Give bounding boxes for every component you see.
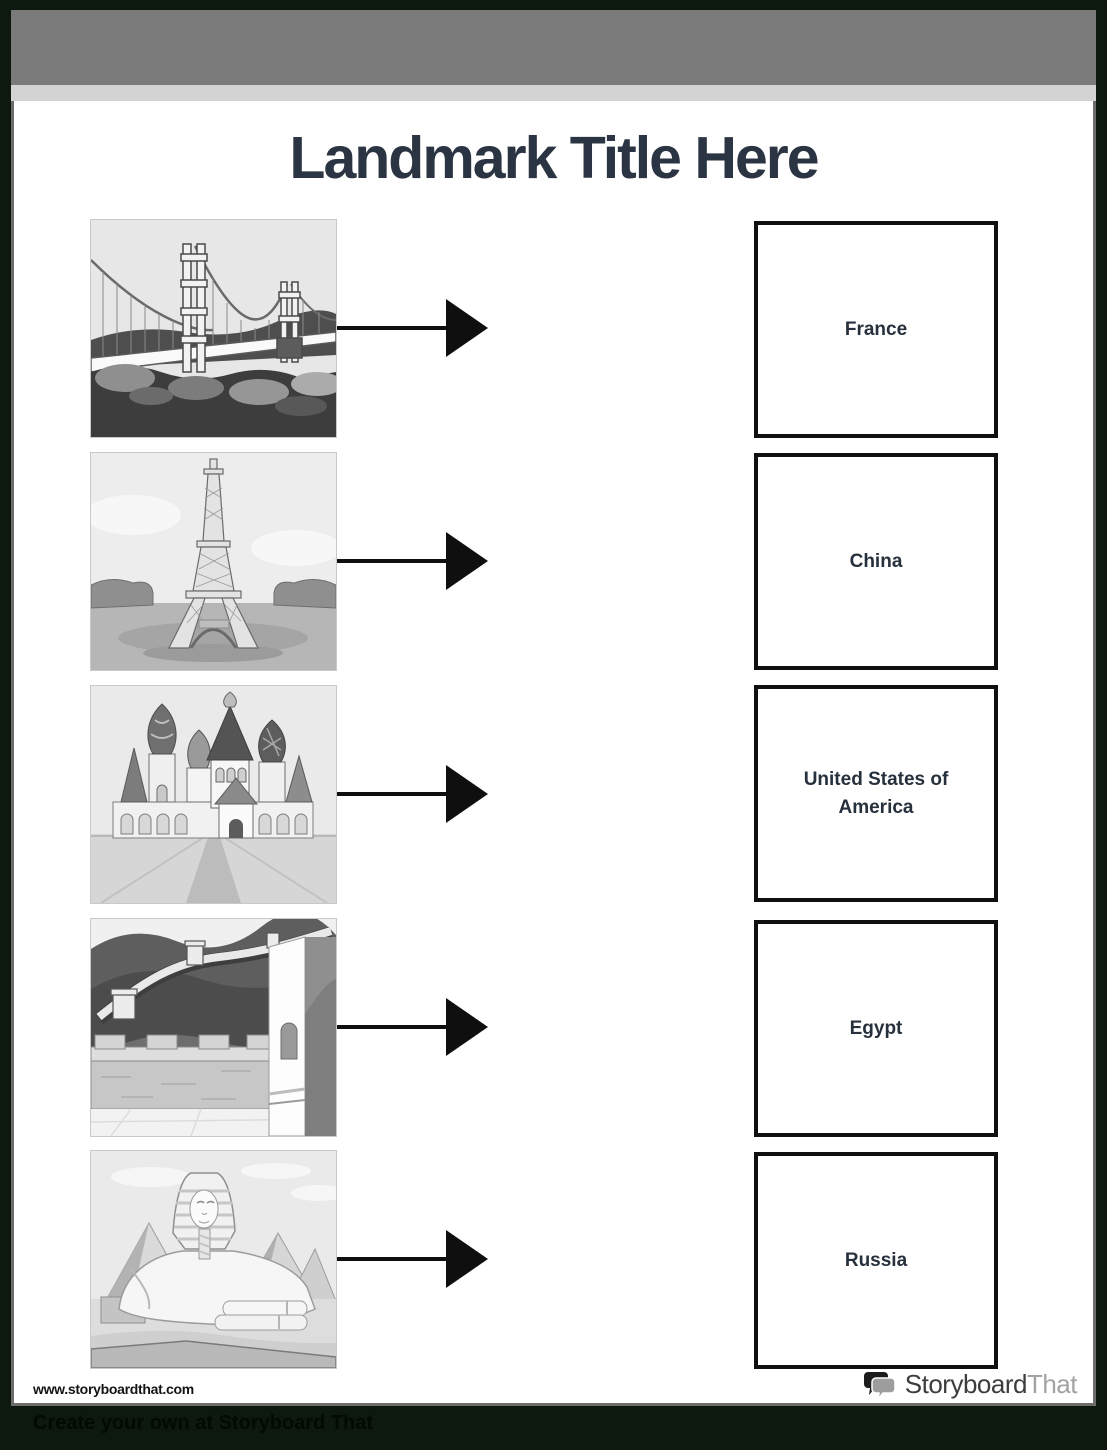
match-arrow-head [446, 765, 488, 823]
match-arrow-head [446, 532, 488, 590]
answer-box-1[interactable] [754, 221, 998, 438]
answer-box-4[interactable] [754, 920, 998, 1137]
logo-text-storyboard: Storyboard [904, 1368, 1027, 1399]
st-basils-cathedral-image[interactable] [90, 685, 337, 904]
match-arrow-line [337, 1257, 447, 1261]
answer-box-3[interactable] [754, 685, 998, 902]
answer-box-5[interactable] [754, 1152, 998, 1369]
match-arrow-line [337, 1025, 447, 1029]
country-label: France [844, 318, 908, 340]
logo-wordmark [905, 1369, 1077, 1400]
country-label: Russia [844, 1249, 908, 1271]
match-arrow-line [337, 792, 447, 796]
st-basils-cathedral-illustration [91, 686, 336, 903]
banner-text: Create your own at Storyboard That [33, 1412, 374, 1434]
country-label: Egypt [849, 1017, 903, 1039]
golden-gate-bridge-illustration [91, 220, 336, 437]
match-arrow-line [337, 559, 447, 563]
country-label: China [849, 550, 903, 572]
match-arrow-head [446, 1230, 488, 1288]
storyboardthat-logo [862, 1366, 1077, 1402]
match-arrow-head [446, 998, 488, 1056]
page-title[interactable]: Landmark Title Here [289, 125, 818, 191]
logo-text-that: That [1026, 1368, 1077, 1399]
great-wall-of-china-image[interactable] [90, 918, 337, 1137]
match-arrow-head [446, 299, 488, 357]
match-arrow-line [337, 326, 447, 330]
golden-gate-bridge-image[interactable] [90, 219, 337, 438]
great-sphinx-image[interactable] [90, 1150, 337, 1369]
speech-bubbles-icon [862, 1366, 898, 1402]
bottom-banner [0, 1406, 1107, 1450]
header-underlay-band [11, 85, 1096, 101]
website-url: www.storyboardthat.com [33, 1381, 194, 1397]
country-label: United States of America [803, 768, 949, 818]
eiffel-tower-image[interactable] [90, 452, 337, 671]
header-band [11, 10, 1096, 85]
great-sphinx-illustration [91, 1151, 336, 1368]
answer-box-2[interactable] [754, 453, 998, 670]
great-wall-of-china-illustration [91, 919, 336, 1136]
eiffel-tower-illustration [91, 453, 336, 670]
